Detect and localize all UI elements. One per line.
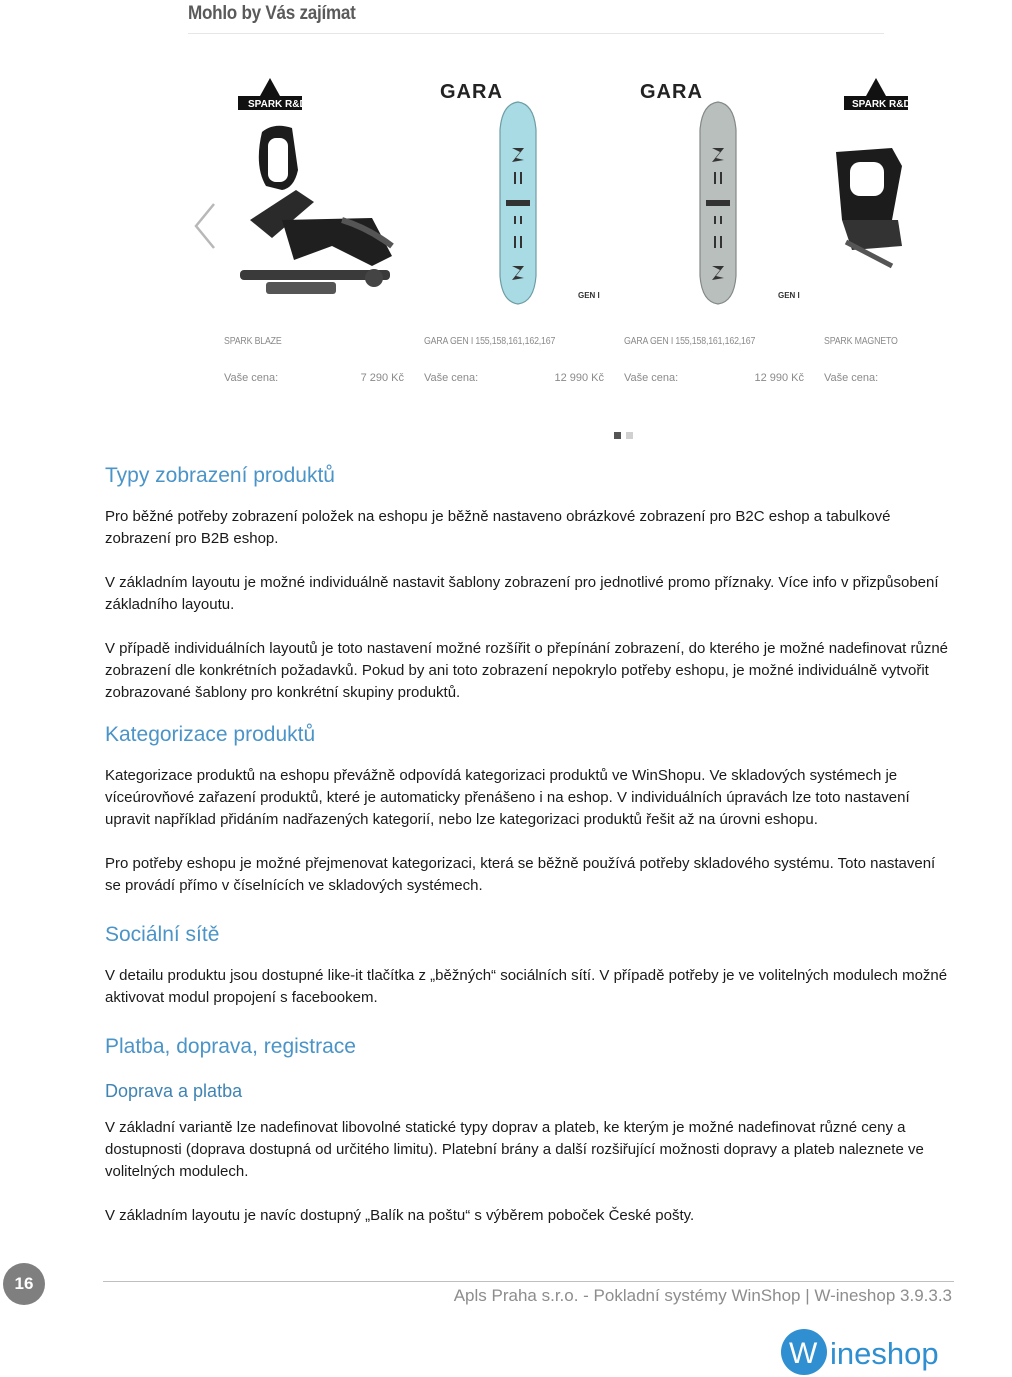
pager-dot[interactable] (626, 432, 633, 439)
carousel-viewport (222, 70, 911, 400)
product-name[interactable]: SPARK MAGNETO (824, 336, 898, 347)
svg-text:GEN I: GEN I (778, 291, 800, 300)
subsection-heading-shipping: Doprava a platba (105, 1081, 243, 1101)
snowboard-image (422, 70, 612, 320)
paragraph: Kategorizace produktů na eshopu převážně odpovídá kategorizaci produktů ve WinShopu. Ve skladových systémech je víceúrovňové zařazení produktů, které je automaticky přenášeno i na eshop. V individuálních úpravách lze toto nastavení upravit například přidáním nadřazených kategorií, nebo lze kategorizaci produktů řešit až na úrovni eshopu. (105, 767, 910, 828)
section-heading-categories: Kategorizace produktů (105, 723, 316, 746)
svg-text:W: W (789, 1337, 818, 1370)
product-card[interactable] (422, 70, 612, 400)
footer-divider (103, 1281, 954, 1282)
svg-text:SPARK R&D: SPARK R&D (248, 99, 307, 110)
paragraph: Pro běžné potřeby zobrazení položek na eshopu je běžně nastaveno obrázkové zobrazení pro B2C eshop a tabulkové zobrazení pro B2B eshop. (105, 508, 891, 547)
paragraph: V detailu produktu jsou dostupné like-it tlačítka z „běžných“ sociálních sítí. V případě potřeby je ve volitelných modulech možné aktivovat modul propojení s facebookem. (105, 967, 948, 1006)
paragraph: V základní variantě lze nadefinovat libovolné statické typy doprav a plateb, ke kterým je možné nadefinovat různé ceny a dostupnosti (doprava dostupná od určitého limitu). Platební brány a další rozšiřující možnosti dopravy a plateb naleznete ve volitelných modulech. (105, 1119, 924, 1180)
spark-logo (238, 78, 307, 110)
svg-text:ineshop: ineshop (830, 1336, 939, 1371)
svg-text:GEN I: GEN I (578, 291, 600, 300)
footer-text: Apls Praha s.r.o. - Pokladní systémy WinShop | W-ineshop 3.9.3.3 (453, 1286, 952, 1305)
binding-image (822, 70, 1012, 320)
page-number-badge: 16 (3, 1263, 45, 1305)
carousel-title: Mohlo by Vás zajímat (188, 3, 356, 24)
binding-image (222, 70, 412, 320)
paragraph: Pro potřeby eshopu je možné přejmenovat kategorizaci, která se běžně používá potřeby skladového systému. Toto nastavení se provádí přímo v číselnících ve skladových systémech. (105, 855, 936, 894)
price-label: Vaše cena: (624, 372, 679, 384)
section-heading-payment: Platba, doprava, registrace (105, 1035, 356, 1058)
product-carousel (0, 0, 960, 445)
product-name[interactable]: GARA GEN I 155,158,161,162,167 (624, 336, 756, 347)
wineshop-logo (780, 1328, 956, 1376)
product-name[interactable]: SPARK BLAZE (224, 336, 282, 347)
product-card[interactable] (822, 70, 1012, 400)
product-price: 7 290 Kč (360, 372, 404, 384)
svg-text:GARA: GARA (640, 81, 703, 103)
carousel-pager (614, 426, 638, 444)
snowboard-image (622, 70, 812, 320)
product-card[interactable] (622, 70, 812, 400)
product-price: 12 990 Kč (554, 372, 604, 384)
product-name[interactable]: GARA GEN I 155,158,161,162,167 (424, 336, 556, 347)
paragraph: V základním layoutu je navíc dostupný „Balík na poštu“ s výběrem poboček České pošty. (105, 1207, 695, 1224)
section-heading-types: Typy zobrazení produktů (105, 464, 335, 487)
product-price: 12 990 Kč (754, 372, 804, 384)
price-label: Vaše cena: (424, 372, 479, 384)
chevron-left-icon[interactable] (192, 200, 218, 252)
price-label: Vaše cena: (824, 372, 879, 384)
price-label: Vaše cena: (224, 372, 279, 384)
svg-text:SPARK R&D: SPARK R&D (852, 99, 911, 110)
document-body (105, 462, 953, 1227)
spark-logo (844, 78, 911, 110)
product-card[interactable] (222, 70, 412, 400)
svg-text:GARA: GARA (440, 81, 503, 103)
section-heading-social: Sociální sítě (105, 923, 220, 946)
carousel-divider (188, 33, 884, 34)
pager-dot-active[interactable] (614, 432, 621, 439)
paragraph: V případě individuálních layoutů je toto nastavení možné rozšířit o přepínání zobrazení, do kterého je možné nadefinovat různé zobrazení dle konkrétních požadavků. Pokud by ani toto zobrazení nepokrylo potřeby eshopu, je možné individuálně vytvořit zobrazované šablony pro konkrétní skupiny produktů. (105, 640, 949, 701)
paragraph: V základním layoutu je možné individuálně nastavit šablony zobrazení pro jednotlivé promo příznaky. Více info v přizpůsobení základního layoutu. (105, 574, 939, 613)
